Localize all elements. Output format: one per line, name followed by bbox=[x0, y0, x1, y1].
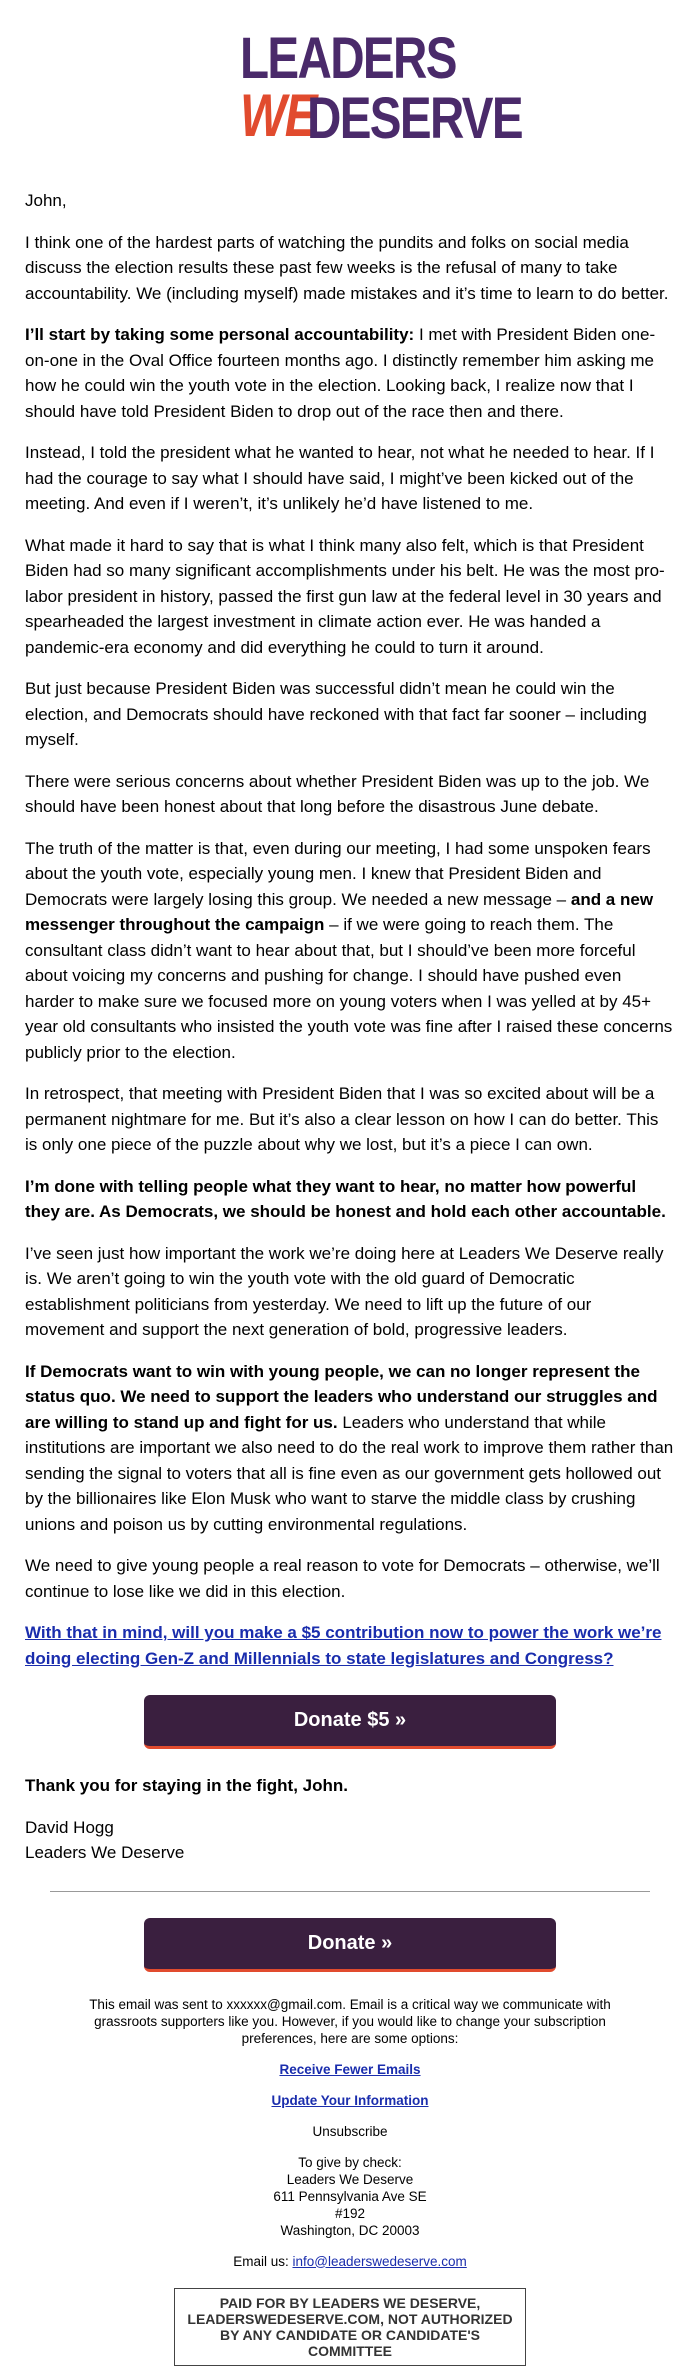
paragraph-4: What made it hard to say that is what I think many also felt, which is that President Biden had so many significant accomplishments under his belt. He was the most pro-labor president in history, passed the first gun law at the federal level in 30 years and spearheaded the largest investment in climate action ever. He was handed a pandemic-era economy and did everything he could to turn it around. bbox=[25, 535, 665, 657]
paragraph-9 bbox=[25, 1174, 675, 1225]
address-line-1: Leaders We Deserve bbox=[286, 2171, 414, 2187]
footer bbox=[0, 1996, 700, 2366]
paragraph-5: But just because President Biden was successful didn’t mean he could win the election, and Democrats should have reckoned with that fact far sooner – including myself. bbox=[25, 679, 647, 749]
mailing-address bbox=[70, 2154, 630, 2239]
paragraph-7 bbox=[25, 836, 675, 1066]
email-us-link[interactable]: info@leaderswedeserve.com bbox=[292, 2253, 467, 2269]
paragraph-11-bold: If Democrats want to win with young people, we can no longer represent the status quo. We need to support the leaders who understand our struggles and are willing to stand up and fight for us. bbox=[25, 1361, 658, 1432]
paragraph-7-bold: and a new messenger throughout the campaign bbox=[25, 889, 654, 934]
paragraph-12: We need to give young people a real reason to vote for Democrats – otherwise, we’ll continue to lose like we did in this election. bbox=[25, 1556, 660, 1601]
receive-fewer-emails-link[interactable]: Receive Fewer Emails bbox=[279, 2061, 421, 2077]
paragraph-1: I think one of the hardest parts of watching the pundits and folks on social media discuss the election results these past few weeks is the refusal of many to take accountability. We (including myself) made mistakes and it’s time to learn to do better. bbox=[25, 232, 669, 303]
divider bbox=[50, 1891, 650, 1892]
address-line-3: #192 bbox=[334, 2205, 366, 2221]
update-information-link[interactable]: Update Your Information bbox=[271, 2092, 429, 2108]
greeting: John, bbox=[25, 191, 67, 210]
paragraph-2-text: I met with President Biden one-on-one in the Oval Office fourteen months ago. I distinctly remember him asking me how he could win the youth vote in the election. Looking back, I realize now that I should have told President Biden to drop out of the race then and there. bbox=[25, 325, 656, 421]
address-line-4: Washington, DC 20003 bbox=[280, 2222, 420, 2238]
paragraph-11 bbox=[25, 1359, 675, 1538]
contribution-link[interactable]: With that in mind, will you make a $5 contribution now to power the work we’re doing electing Gen-Z and Millennials to state legislatures and Congress? bbox=[25, 1623, 662, 1668]
thanks-line bbox=[25, 1773, 675, 1799]
signature-name: David Hogg bbox=[25, 1817, 114, 1837]
paragraph-8: In retrospect, that meeting with President Biden that I was so excited about will be a permanent nightmare for me. But it’s also a clear lesson on how I can do better. This is only one piece of the puzzle about why we lost, but it’s a piece I can own. bbox=[25, 1084, 659, 1154]
leaders-we-deserve-logo bbox=[0, 0, 700, 188]
logo-deserve-text: DESERVE bbox=[307, 86, 522, 151]
cta-paragraph bbox=[25, 1620, 675, 1671]
paragraph-11-text: Leaders who understand that while institutions are important we also need to do the real work to improve them rather than sending the signal to voters that all is fine even as our government gets hollowed out by the billionaires like Elon Musk who want to starve the middle class by crushing unions and poison us by cutting environmental regulations. bbox=[25, 1412, 674, 1534]
email-us-row bbox=[70, 2253, 630, 2270]
paragraph-2 bbox=[25, 322, 675, 424]
address-line-2: 611 Pennsylvania Ave SE bbox=[273, 2188, 427, 2204]
logo-leaders-text: LEADERS bbox=[240, 26, 456, 91]
donate-5-wrap bbox=[25, 1695, 675, 1749]
paragraph-9-bold: I’m done with telling people what they want to hear, no matter how powerful they are. As Democrats, we should be honest and hold each other accountable. bbox=[25, 1176, 666, 1221]
paid-for-disclaimer: PAID FOR BY LEADERS WE DESERVE, LEADERSWEDESERVE.COM, NOT AUTHORIZED BY ANY CANDIDATE OR CANDIDATE'S COMMITTEE bbox=[174, 2288, 526, 2366]
paragraph-7-text-a: The truth of the matter is that, even during our meeting, I had some unspoken fears about the youth vote, especially young men. I knew that President Biden and Democrats were largely losing this group. We needed a new message – bbox=[25, 838, 651, 909]
thanks-text: Thank you for staying in the fight, John. bbox=[25, 1776, 348, 1795]
paragraph-7-text-b: – if we were going to reach them. The consultant class didn’t want to hear about that, but I should’ve been more forceful about voicing my concerns and pushing for change. I should have pushed even harder to make sure we focused more on young voters when I was yelled at by 45+ year old consultants who insisted the youth vote was fine after I raised these concerns publicly prior to the election. bbox=[25, 915, 673, 1062]
unsubscribe-link[interactable]: Unsubscribe bbox=[312, 2123, 388, 2139]
update-info-row bbox=[70, 2092, 630, 2109]
paragraph-2-bold: I’ll start by taking some personal accountability: bbox=[25, 325, 415, 344]
donate-5-button[interactable]: Donate $5 » bbox=[144, 1695, 556, 1749]
check-intro: To give by check: bbox=[298, 2154, 402, 2170]
paragraph-6: There were serious concerns about whether President Biden was up to the job. We should have been honest about that long before the disastrous June debate. bbox=[25, 771, 650, 816]
fewer-emails-row bbox=[70, 2061, 630, 2078]
letter-body bbox=[0, 188, 700, 1865]
donate-button[interactable]: Donate » bbox=[144, 1918, 556, 1972]
logo-we-text: WE bbox=[240, 82, 316, 149]
signature bbox=[25, 1815, 675, 1865]
paragraph-3: Instead, I told the president what he wanted to hear, not what he needed to hear. If I had the courage to say what I should have said, I might’ve been kicked out of the meeting. And even if I weren’t, it’s unlikely he’d have listened to me. bbox=[25, 443, 655, 513]
paragraph-10: I’ve seen just how important the work we’re doing here at Leaders We Deserve really is. We aren’t going to win the youth vote with the old guard of Democratic establishment politicians from yesterday. We need to lift up the future of our movement and support the next generation of bold, progressive leaders. bbox=[25, 1243, 664, 1339]
donate-wrap bbox=[0, 1918, 700, 1972]
email-us-label: Email us: bbox=[233, 2253, 293, 2269]
signature-org: Leaders We Deserve bbox=[25, 1842, 185, 1862]
footer-notice: This email was sent to xxxxxx@gmail.com. Email is a critical way we communicate with grassroots supporters like you. However, if you would like to change your subscription preferences, here are some options: bbox=[89, 1996, 611, 2046]
